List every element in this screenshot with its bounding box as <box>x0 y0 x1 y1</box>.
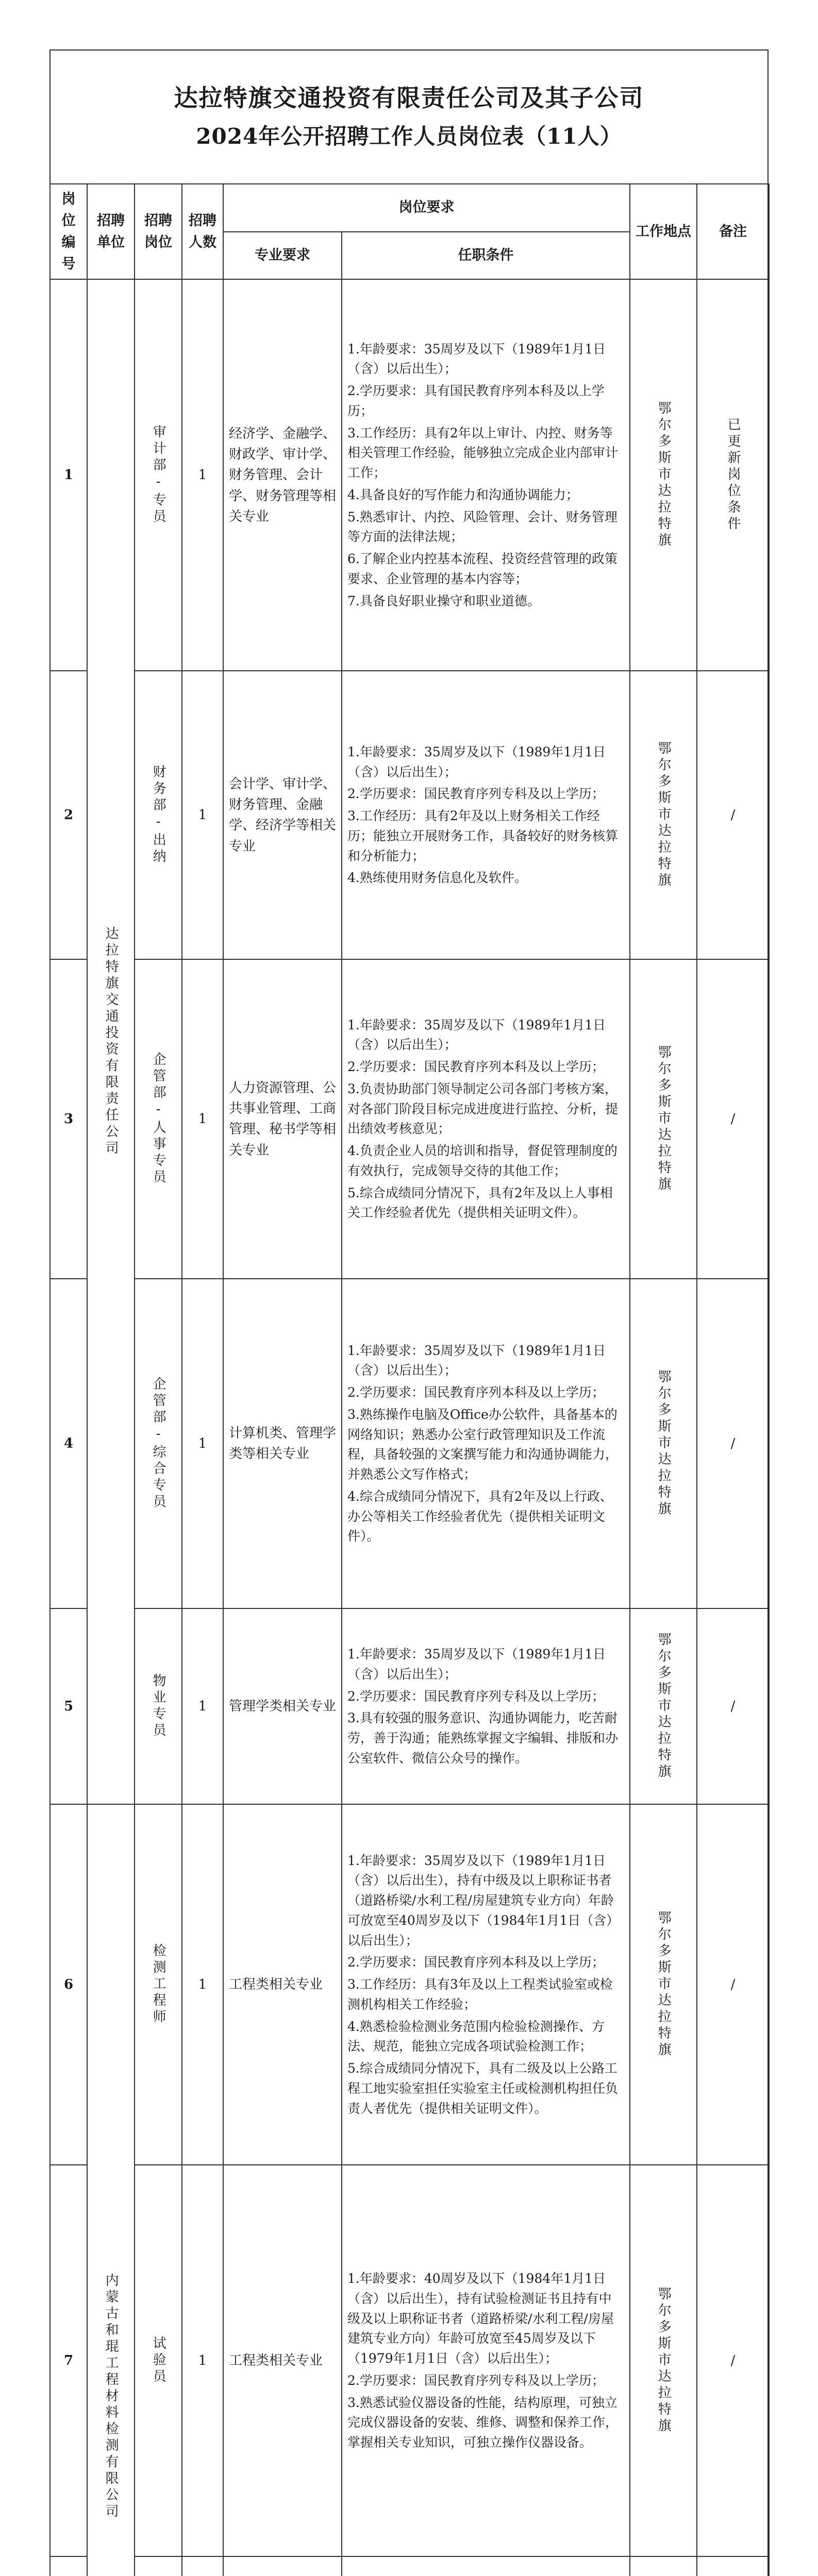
post-cell <box>135 1608 182 1804</box>
location-cell <box>630 671 697 959</box>
conditions-cell <box>342 1804 630 2165</box>
remark-cell <box>697 959 769 1279</box>
remark-text: / <box>730 1436 736 1452</box>
post-cell <box>135 1279 182 1608</box>
condition-item: 1.年龄要求：35周岁及以下（1989年1月1日（含）以后出生）； <box>347 1017 606 1053</box>
count-cell-text: 1 <box>198 467 207 483</box>
post-name: 试验员 <box>151 2336 166 2386</box>
conditions-list <box>347 1015 624 1224</box>
location-text: 鄂尔多斯市达拉特旗 <box>656 1632 672 1781</box>
post-no-cell <box>50 959 87 1279</box>
remark-text: 已更新岗位条件 <box>725 417 741 533</box>
remark-cell <box>697 1804 769 2165</box>
condition-item: 2.学历要求：国民教育序列专科及以上学历； <box>347 1688 605 1704</box>
post-no-cell <box>50 2556 87 2576</box>
conditions-cell <box>342 1279 630 1608</box>
table-row <box>50 671 769 959</box>
major-cell-text: 工程类相关专业 <box>229 1977 323 1993</box>
location-text: 鄂尔多斯市达拉特旗 <box>656 1045 672 1194</box>
major-cell <box>223 2556 342 2576</box>
condition-item: 4.负责企业人员的培训和指导，督促管理制度的有效执行，完成领导交待的其他工作； <box>347 1143 617 1178</box>
post-cell <box>135 671 182 959</box>
condition-item: 3.具有较强的服务意识、沟通协调能力，吃苦耐劳，善于沟通；能熟练掌握文字编辑、排版和办公室软件、微信公众号的操作。 <box>347 1710 619 1766</box>
conditions-cell <box>342 2165 630 2556</box>
remark-text: / <box>730 2353 736 2369</box>
header-post: 招聘岗位 <box>135 184 182 279</box>
conditions-list <box>347 2269 624 2453</box>
major-cell-text: 计算机类、管理学类等相关专业 <box>229 1426 337 1462</box>
condition-item: 4.综合成绩同分情况下，具有2年及以上行政、办公等相关工作经验者优先（提供相关证明文件）。 <box>347 1488 613 1544</box>
table-row <box>50 1804 769 2165</box>
conditions-cell <box>342 2556 630 2576</box>
major-cell-text: 会计学、审计学、财务管理、金融学、经济学等相关专业 <box>229 776 337 854</box>
count-cell-text: 1 <box>198 1111 207 1127</box>
table-body <box>50 279 769 2576</box>
page-title: 达拉特旗交通投资有限责任公司及其子公司 <box>174 84 644 112</box>
condition-item: 6.了解企业内控基本流程、投资经营管理的政策要求、企业管理的基本内容等； <box>347 551 617 586</box>
post-name: 企管部-人事专员 <box>151 1052 166 1187</box>
post-no-cell-text: 4 <box>63 1436 74 1452</box>
location-text: 鄂尔多斯市达拉特旗 <box>656 2286 672 2435</box>
condition-item: 5.综合成绩同分情况下，具有二级及以上公路工程工地实验室担任实验室主任或检测机构担任负责人者优先（提供相关证明文件）。 <box>347 2061 619 2116</box>
count-cell <box>182 2165 223 2556</box>
table-row <box>50 1279 769 1608</box>
table-row <box>50 279 769 671</box>
post-cell <box>135 279 182 671</box>
condition-item: 1.年龄要求：35周岁及以下（1989年1月1日（含）以后出生），持有中级及以上职称证书者（道路桥梁/水利工程/房屋建筑专业方向）年龄可放宽至40周岁及以下（1984年1月1日（含）以后出生）； <box>347 1853 620 1948</box>
recruitment-table <box>49 183 770 2576</box>
post-no-cell-text: 7 <box>63 2353 74 2369</box>
condition-item: 4.熟练使用财务信息化及软件。 <box>347 870 527 886</box>
location-text: 鄂尔多斯市达拉特旗 <box>656 1369 672 1518</box>
condition-item: 4.具备良好的写作能力和沟通协调能力； <box>347 487 579 502</box>
condition-item: 1.年龄要求：35周岁及以下（1989年1月1日（含）以后出生）； <box>347 341 606 377</box>
condition-item: 3.负责协助部门领导制定公司各部门考核方案，对各部门阶段目标完成进度进行监控、分析，提出绩效考核意见； <box>347 1081 619 1137</box>
post-no-cell-text: 2 <box>63 807 74 823</box>
post-no-cell <box>50 671 87 959</box>
condition-item: 4.熟悉检验检测业务范围内检验检测操作、方法、规范，能独立完成各项试验检测工作； <box>347 2019 605 2054</box>
condition-item: 3.工作经历：具有3年及以上工程类试验室或检测机构相关工作经验； <box>347 1977 613 2012</box>
post-no-cell-text: 6 <box>63 1977 74 1993</box>
conditions-cell <box>342 1608 630 1804</box>
post-cell <box>135 2165 182 2556</box>
count-cell <box>182 279 223 671</box>
post-no-cell-text: 3 <box>63 1111 74 1127</box>
major-cell <box>223 1279 342 1608</box>
table-row <box>50 1608 769 1804</box>
location-text: 鄂尔多斯市达拉特旗 <box>656 741 672 890</box>
remark-cell <box>697 2556 769 2576</box>
unit-name: 达拉特旗交通投资有限责任公司 <box>103 926 119 1158</box>
condition-item: 3.熟悉试验仪器设备的性能，结构原理，可独立完成仪器设备的安装、维修、调整和保养工作，掌握相关专业知识，可独立操作仪器设备。 <box>347 2395 619 2450</box>
conditions-list <box>347 742 624 888</box>
count-cell <box>182 671 223 959</box>
header-unit: 招聘单位 <box>87 184 135 279</box>
major-cell <box>223 671 342 959</box>
condition-item: 2.学历要求：国民教育序列本科及以上学历； <box>347 1385 605 1400</box>
post-name: 审计部-专员 <box>151 425 166 526</box>
post-no-cell <box>50 1804 87 2165</box>
remark-text: / <box>730 1111 736 1127</box>
condition-item: 3.工作经历：具有2年及以上财务相关工作经历；能独立开展财务工作，具备较好的财务核算和分析能力； <box>347 808 619 863</box>
major-cell <box>223 1804 342 2165</box>
major-cell-text: 人力资源管理、公共事业管理、工商管理、秘书学等相关专业 <box>229 1080 337 1158</box>
header-conditions: 任职条件 <box>342 232 630 280</box>
count-cell <box>182 1279 223 1608</box>
table-row <box>50 2165 769 2556</box>
condition-item: 3.熟练操作电脑及Office办公软件，具备基本的网络知识；熟悉办公室行政管理知识及工作流程，具备较强的文案撰写能力和沟通协调能力，并熟悉公文写作格式； <box>347 1406 619 1482</box>
condition-item: 1.年龄要求：40周岁及以下（1984年1月1日（含）以后出生），持有试验检测证书且持有中级及以上职称证书者（道路桥梁/水利工程/房屋建筑专业方向）年龄可放宽至45周岁及以下（1979年1月1日（含）以后出生）； <box>347 2271 614 2366</box>
post-no-cell <box>50 279 87 671</box>
major-cell <box>223 1608 342 1804</box>
count-cell-text: 1 <box>198 2353 207 2369</box>
table-row <box>50 959 769 1279</box>
remark-cell <box>697 2165 769 2556</box>
major-cell <box>223 2165 342 2556</box>
remark-text: / <box>730 1977 736 1993</box>
count-cell-text: 1 <box>198 1977 207 1993</box>
major-cell-text: 经济学、金融学、财政学、审计学、财务管理、会计学、财务管理等相关专业 <box>229 426 337 524</box>
unit-cell <box>87 1804 135 2576</box>
condition-item: 5.熟悉审计、内控、风险管理、会计、财务管理等方面的法律法规； <box>347 509 617 545</box>
conditions-cell <box>342 279 630 671</box>
conditions-list <box>347 1851 624 2119</box>
unit-cell <box>87 279 135 1804</box>
condition-item: 1.年龄要求：35周岁及以下（1989年1月1日（含）以后出生）； <box>347 1343 606 1378</box>
conditions-list <box>347 340 624 612</box>
major-cell-text: 工程类相关专业 <box>229 2353 323 2369</box>
remark-cell <box>697 1279 769 1608</box>
post-name: 检测工程师 <box>151 1943 166 2026</box>
post-name: 财务部-出纳 <box>151 765 166 866</box>
post-no-cell <box>50 1279 87 1608</box>
count-cell-text: 1 <box>198 807 207 823</box>
conditions-list <box>347 1645 624 1769</box>
location-cell <box>630 1279 697 1608</box>
major-cell <box>223 279 342 671</box>
table-row <box>50 2556 769 2576</box>
remark-cell <box>697 671 769 959</box>
condition-item: 3.工作经历：具有2年以上审计、内控、财务等相关管理工作经验，能够独立完成企业内部审计工作； <box>347 425 619 480</box>
condition-item: 1.年龄要求：35周岁及以下（1989年1月1日（含）以后出生）； <box>347 1647 606 1682</box>
count-cell-text: 1 <box>198 1699 207 1715</box>
condition-item: 5.综合成绩同分情况下，具有2年及以上人事相关工作经验者优先（提供相关证明文件）。 <box>347 1185 613 1221</box>
post-name: 企管部-综合专员 <box>151 1377 166 1511</box>
post-no-cell <box>50 2165 87 2556</box>
unit-name: 内蒙古和琨工程材料检测有限公司 <box>103 2273 119 2521</box>
post-no-cell <box>50 1608 87 1804</box>
remark-text: / <box>730 1699 736 1715</box>
condition-item: 2.学历要求：国民教育序列专科及以上学历； <box>347 786 605 802</box>
condition-item: 2.学历要求：具有国民教育序列本科及以上学历； <box>347 383 605 418</box>
header-remark: 备注 <box>697 184 769 279</box>
condition-item: 2.学历要求：国民教育序列专科及以上学历； <box>347 2372 605 2388</box>
condition-item: 2.学历要求：国民教育序列本科及以上学历； <box>347 1059 605 1075</box>
condition-item: 1.年龄要求：35周岁及以下（1989年1月1日（含）以后出生）； <box>347 744 606 779</box>
conditions-cell <box>342 959 630 1279</box>
conditions-list <box>347 1341 624 1547</box>
post-no-cell-text: 1 <box>63 467 74 483</box>
condition-item: 7.具备良好职业操守和职业道德。 <box>347 593 540 608</box>
remark-cell <box>697 1608 769 1804</box>
remark-cell <box>697 279 769 671</box>
title-block <box>49 49 769 183</box>
major-cell-text: 管理学类相关专业 <box>229 1699 337 1715</box>
location-cell <box>630 959 697 1279</box>
major-cell <box>223 959 342 1279</box>
location-cell <box>630 2165 697 2556</box>
post-cell <box>135 2556 182 2576</box>
location-text: 鄂尔多斯市达拉特旗 <box>656 1910 672 2059</box>
count-cell <box>182 959 223 1279</box>
location-cell <box>630 1608 697 1804</box>
count-cell <box>182 2556 223 2576</box>
count-cell <box>182 1804 223 2165</box>
header-post-no: 岗位编号 <box>50 184 87 279</box>
header-count: 招聘人数 <box>182 184 223 279</box>
count-cell-text: 1 <box>198 1436 207 1452</box>
post-cell <box>135 1804 182 2165</box>
header-major: 专业要求 <box>223 232 342 280</box>
location-cell <box>630 1804 697 2165</box>
page-subtitle: 2024年公开招聘工作人员岗位表（11人） <box>196 124 622 149</box>
header-requirements: 岗位要求 <box>223 184 630 232</box>
post-no-cell-text: 5 <box>63 1699 74 1715</box>
post-cell <box>135 959 182 1279</box>
remark-text: / <box>730 807 736 823</box>
count-cell <box>182 1608 223 1804</box>
location-cell <box>630 2556 697 2576</box>
conditions-cell <box>342 671 630 959</box>
condition-item: 2.学历要求：国民教育序列本科及以上学历； <box>347 1955 605 1970</box>
location-text: 鄂尔多斯市达拉特旗 <box>656 401 672 550</box>
header-location: 工作地点 <box>630 184 697 279</box>
location-cell <box>630 279 697 671</box>
post-name: 物业专员 <box>151 1673 166 1740</box>
